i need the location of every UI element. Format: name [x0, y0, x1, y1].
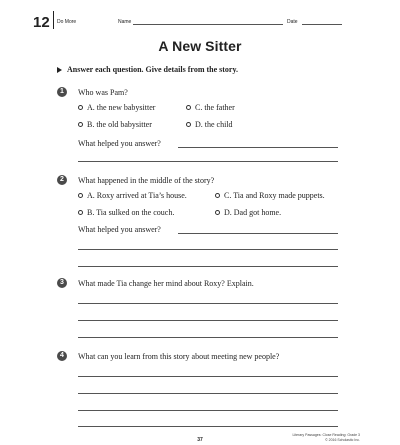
answer-line[interactable] — [78, 376, 338, 377]
header-divider — [53, 11, 54, 29]
answer-line[interactable] — [78, 426, 338, 427]
question-number-4: 4 — [57, 351, 67, 361]
radio-icon[interactable] — [186, 105, 191, 110]
question-1-text: Who was Pam? — [78, 88, 128, 97]
question-3-text: What made Tia change her mind about Roxy? Explain. — [78, 279, 254, 288]
radio-icon[interactable] — [215, 210, 220, 215]
answer-line[interactable] — [78, 320, 338, 321]
answer-line[interactable] — [78, 393, 338, 394]
answer-line[interactable] — [78, 249, 338, 250]
footer-credit-line: Literary Passages: Close Reading: Grade 3 — [292, 433, 360, 437]
answer-line[interactable] — [178, 233, 338, 234]
footer-credit-line: © 2016 Scholastic Inc. — [325, 437, 360, 442]
question-2-choice-d[interactable]: D. Dad got home. — [215, 208, 281, 217]
radio-icon[interactable] — [186, 122, 191, 127]
lesson-number: 12 — [33, 14, 50, 31]
answer-line[interactable] — [78, 161, 338, 162]
question-1-choice-a[interactable]: A. the new babysitter — [78, 103, 155, 112]
question-number-2: 2 — [57, 175, 67, 185]
radio-icon[interactable] — [215, 193, 220, 198]
name-label: Name — [118, 19, 132, 25]
question-2-choice-a[interactable]: A. Roxy arrived at Tia’s house. — [78, 191, 187, 200]
question-1-choice-c[interactable]: C. the father — [186, 103, 235, 112]
arrow-icon — [57, 67, 62, 73]
question-2-followup: What helped you answer? — [78, 225, 161, 234]
question-1-choice-d[interactable]: D. the child — [186, 120, 233, 129]
question-1-choice-b[interactable]: B. the old babysitter — [78, 120, 152, 129]
answer-line[interactable] — [78, 266, 338, 267]
answer-line[interactable] — [178, 147, 338, 148]
question-number-3: 3 — [57, 278, 67, 288]
question-number-1: 1 — [57, 87, 67, 97]
question-4-text: What can you learn from this story about meeting new people? — [78, 352, 280, 361]
radio-icon[interactable] — [78, 210, 83, 215]
page-title: A New Sitter — [158, 38, 242, 54]
question-1-followup: What helped you answer? — [78, 139, 161, 148]
date-line[interactable] — [302, 24, 342, 25]
footer-credit — [292, 433, 360, 442]
radio-icon[interactable] — [78, 193, 83, 198]
answer-line[interactable] — [78, 337, 338, 338]
section-label: Do More — [57, 19, 77, 25]
answer-line[interactable] — [78, 303, 338, 304]
date-label: Date — [287, 19, 298, 25]
question-2-text: What happened in the middle of the story? — [78, 176, 215, 185]
name-line[interactable] — [133, 24, 283, 25]
instructions: Answer each question. Give details from the story. — [67, 65, 239, 74]
radio-icon[interactable] — [78, 105, 83, 110]
page-number: 37 — [197, 437, 203, 443]
answer-line[interactable] — [78, 410, 338, 411]
question-2-choice-c[interactable]: C. Tia and Roxy made puppets. — [215, 191, 325, 200]
radio-icon[interactable] — [78, 122, 83, 127]
question-2-choice-b[interactable]: B. Tia sulked on the couch. — [78, 208, 174, 217]
